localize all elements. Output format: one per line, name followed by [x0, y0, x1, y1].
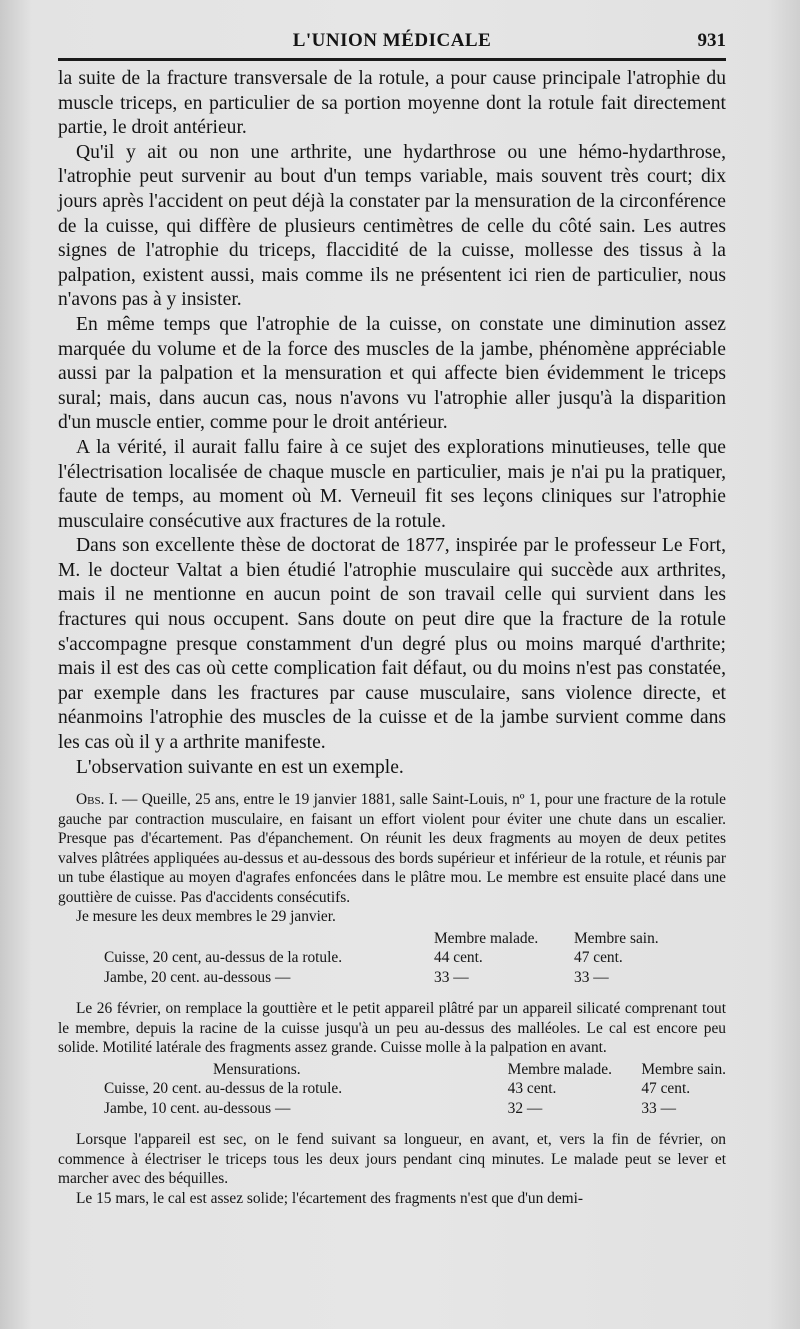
- observation-intro-text: — Queille, 25 ans, entre le 19 janvier 1881, salle Saint-Louis, nº 1, pour une fracture de la rotule gauche par contraction musculaire, en faisant un effort violent pour éviter une chute dans un escalier. Presque pas d'écartement. Pas d'épanchement. On réunit les deux fragments au moyen de deux petites valves plâtrées appliquées au-dessus et au-dessous des bords supérieur et inférieur de la rotule, et réunis par un tube élastique au moyen d'agrafes enfoncées dans le plâtre mou. Le membre est ensuite placé dans une gouttière de cuisse. Pas d'accidents consécutifs.: [58, 791, 726, 906]
- table-header-row: [58, 1060, 726, 1080]
- cell-sain: 33 —: [641, 1099, 676, 1117]
- paragraph: L'observation suivante en est un exemple.: [76, 756, 404, 778]
- journal-title: L'UNION MÉDICALE: [292, 30, 492, 51]
- col-header-malade: Membre malade.: [434, 929, 539, 947]
- col-header-sain: Membre sain.: [574, 929, 659, 947]
- table-row: [58, 968, 726, 988]
- page-number: 931: [697, 30, 726, 51]
- row-label: Jambe, 20 cent. au-dessous —: [104, 968, 291, 986]
- table-corner: [58, 929, 434, 949]
- table-row: [58, 948, 726, 968]
- observation-intro: [58, 790, 726, 907]
- paragraph: Dans son excellente thèse de doctorat de 1877, inspirée par le professeur Le Fort, M. le docteur Valtat a bien étudié l'atrophie musculaire qui succède aux arthrites, mais il ne mentionne en aucun point de son travail celle qui survient dans les fractures qui nous occupent. Sans doute on peut dire que la fracture de la rotule s'accompagne presque constamment d'un degré plus ou moins marqué d'arthrite; mais il est des cas où cette complication fait défaut, ou du moins n'est pas constatée, par exemple dans les fractures par cause musculaire, sans violence directe, et néanmoins l'atrophie des muscles de la cuisse et de la jambe survient comme dans les cas où il y a arthrite manifeste.: [58, 535, 726, 754]
- cell-sain: 33 —: [574, 968, 609, 986]
- table-corner: Mensurations.: [213, 1060, 301, 1078]
- main-text: [58, 67, 726, 780]
- row-label: Cuisse, 20 cent, au-dessus de la rotule.: [104, 949, 343, 967]
- row-label: Jambe, 10 cent. au-dessous —: [104, 1099, 291, 1117]
- table-header-row: [58, 929, 726, 949]
- cell-sain: 47 cent.: [641, 1080, 691, 1098]
- header-rule: [58, 58, 726, 61]
- observation-block: [58, 790, 726, 1208]
- col-header-sain: Membre sain.: [641, 1060, 726, 1078]
- table-row: [58, 1099, 726, 1119]
- observation-paragraph: Lorsque l'appareil est sec, on le fend suivant sa longueur, en avant, et, vers la fin de février, on commence à électriser le triceps tous les deux jours pendant cinq minutes. Le malade peut se lever et marcher avec des béquilles.: [58, 1131, 726, 1188]
- running-header: [58, 30, 726, 56]
- cell-malade: 33 —: [434, 968, 469, 986]
- cell-malade: 43 cent.: [507, 1080, 557, 1098]
- paragraph: A la vérité, il aurait fallu faire à ce sujet des explorations minutieuses, telle que l'électrisation localisée de chaque muscle en particulier, mais je n'ai pu la pratiquer, faute de temps, au moment où M. Verneuil fit ses leçons cliniques sur l'atrophie musculaire consécutive aux fractures de la rotule.: [58, 436, 726, 532]
- paragraph: En même temps que l'atrophie de la cuisse, on constate une diminution assez marquée du volume et de la force des muscles de la jambe, phénomène appréciable aussi par la palpation et la mensuration et qui affecte bien évidemment le triceps sural; mais, dans aucun cas, nous n'avons vu l'atrophie aller jusqu'à la disparition d'un muscle entier, comme pour le droit antérieur.: [58, 313, 726, 434]
- cell-sain: 47 cent.: [574, 949, 623, 967]
- table-row: [58, 1079, 726, 1099]
- cell-malade: 44 cent.: [434, 949, 483, 967]
- row-label: Cuisse, 20 cent. au-dessus de la rotule.: [104, 1080, 343, 1098]
- measurement-table-2: [58, 1060, 726, 1119]
- observation-paragraph: Le 26 février, on remplace la gouttière et le petit appareil plâtré par un appareil silicaté comprenant tout le membre, depuis la racine de la cuisse jusqu'à un peu au-dessus des malléoles. Le cal est encore peu solide. Motilité latérale des fragments assez grande. Cuisse molle à la palpation en avant.: [58, 1000, 726, 1057]
- measure-line: Je mesure les deux membres le 29 janvier.: [76, 908, 336, 926]
- cell-malade: 32 —: [507, 1099, 543, 1117]
- observation-paragraph: Le 15 mars, le cal est assez solide; l'écartement des fragments n'est que d'un demi-: [76, 1189, 584, 1207]
- observation-label: Obs. I.: [76, 791, 118, 809]
- measurement-table-1: [58, 929, 726, 988]
- paragraph: la suite de la fracture transversale de la rotule, a pour cause principale l'atrophie du muscle triceps, en particulier de sa portion moyenne dont la rotule fait directement partie, le droit antérieur.: [58, 68, 726, 139]
- col-header-malade: Membre malade.: [507, 1060, 612, 1078]
- paragraph: Qu'il y ait ou non une arthrite, une hydarthrose ou une hémo-hydarthrose, l'atrophie peut survenir au bout d'un temps variable, mais souvent très court; dix jours après l'accident on peut déjà la constater par la mensuration de la circonférence de la cuisse, qui diffère de plusieurs centimètres de celle du côté sain. Les autres signes de l'atrophie du triceps, flaccidité de la cuisse, mollesse des tissus à la palpation, existent aussi, mais comme ils ne présentent ici rien de particulier, nous n'avons pas à y insister.: [58, 141, 726, 311]
